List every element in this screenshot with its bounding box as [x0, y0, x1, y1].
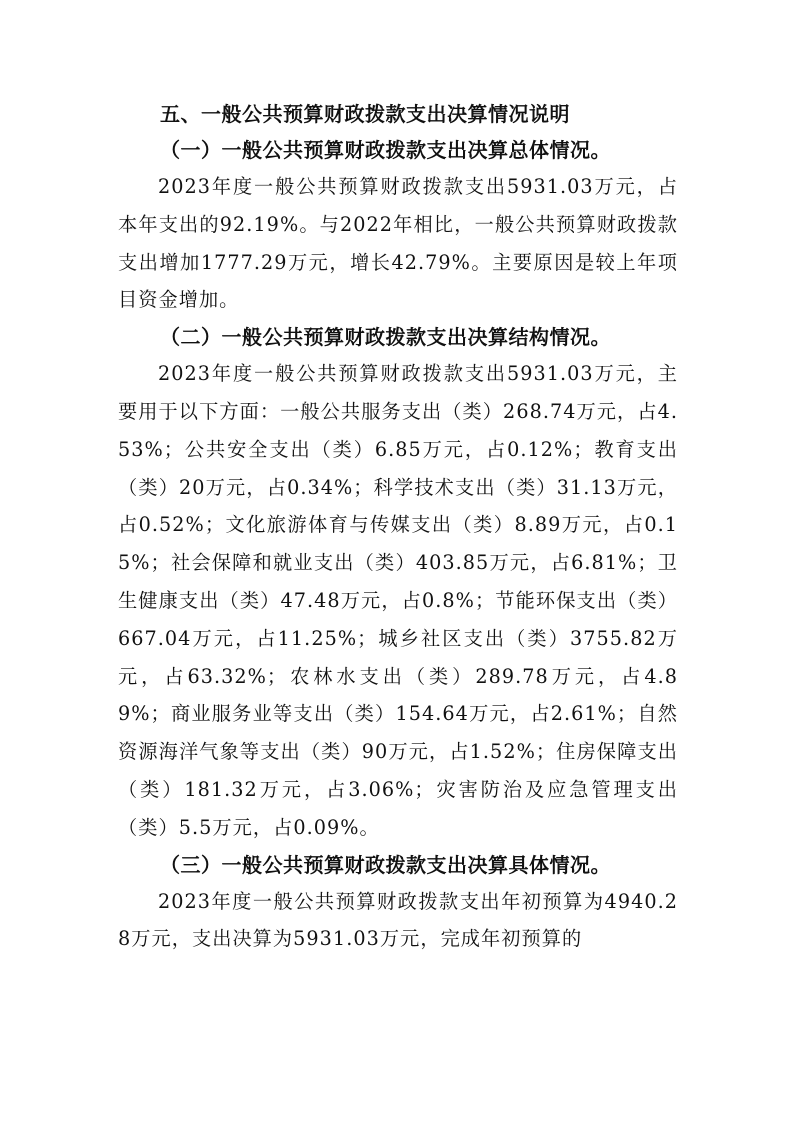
subsection-heading-overall: （一）一般公共预算财政拨款支出决算总体情况。 — [160, 138, 611, 162]
paragraph-details: 2023年度一般公共预算财政拨款支出年初预算为4940.28万元，支出决算为5931.03万元，完成年初预算的 — [118, 889, 678, 951]
paragraph-structure: 2023年度一般公共预算财政拨款支出5931.03万元，主要用于以下方面：一般公共服务支出（类）268.74万元，占4.53%；公共安全支出（类）6.85万元，占0.12%；教育支出（类）20万元，占0.34%；科学技术支出（类）31.13万元，占0.52%；文化旅游体育与传媒支出（类）8.89万元，占0.15%；社会保障和就业支出（类）403.85万元，占6.81%；卫生健康支出（类）47.48万元，占0.8%；节能环保支出（类）667.04万元，占11.25%；城乡社区支出（类）3755.82万元，占63.32%；农林水支出（类）289.78万元，占4.89%；商业服务业等支出（类）154.64万元，占2.61%；自然资源海洋气象等支出（类）90万元，占1.52%；住房保障支出（类）181.32万元，占3.06%；灾害防治及应急管理支出（类）5.5万元，占0.09%。 — [118, 362, 678, 839]
subsection-heading-structure: （二）一般公共预算财政拨款支出决算结构情况。 — [160, 325, 611, 350]
paragraph-overall: 2023年度一般公共预算财政拨款支出5931.03万元，占本年支出的92.19%。与2022年相比，一般公共预算财政拨款支出增加1777.29万元，增长42.79%。主要原因是较上年项目资金增加。 — [118, 175, 678, 312]
document-body — [118, 96, 678, 958]
subsection-heading-details: （三）一般公共预算财政拨款支出决算具体情况。 — [160, 852, 611, 877]
section-title: 五、一般公共预算财政拨款支出决算情况说明 — [160, 102, 570, 126]
